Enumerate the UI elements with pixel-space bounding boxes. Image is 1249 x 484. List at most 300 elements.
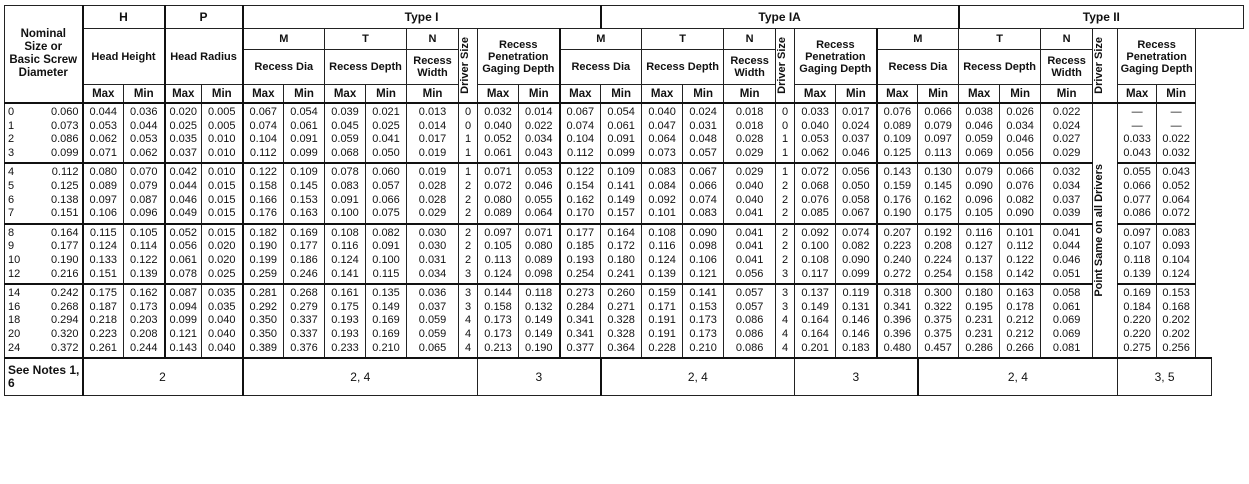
t1a-driver-cell (776, 224, 795, 284)
t1-M-max-values: 0.281 0.292 0.350 0.350 0.389 (249, 287, 278, 354)
nominal-size-header: Nominal Size or Basic Screw Diameter (5, 6, 83, 104)
head-radius-header: Head Radius (165, 29, 243, 85)
t2-M-min-header: Min (918, 85, 959, 104)
t2-N-min-values: 0.032 0.034 0.037 0.039 (1052, 166, 1081, 220)
t1a-pen-max-values: 0.072 0.068 0.076 0.085 (801, 166, 829, 220)
P-min-values: 0.035 0.035 0.040 0.040 0.040 (208, 287, 236, 354)
t2-T-max-cell (959, 163, 1000, 223)
t1a-M-min-values: 0.260 0.271 0.328 0.328 0.364 (607, 287, 635, 354)
type-i-M-header: M (243, 29, 325, 50)
t1a-T-min-cell (683, 103, 724, 163)
t1a-T-min-values: 0.090 0.098 0.106 0.121 (689, 226, 717, 280)
t1-pen-min-values: 0.071 0.080 0.089 0.098 (525, 226, 553, 280)
t1a-N-min-cell (724, 284, 776, 358)
H-max-header: Max (83, 85, 124, 104)
t1-T-max-header: Max (325, 85, 366, 104)
t1a-N-min-values: 0.018 0.018 0.028 0.029 (735, 106, 764, 159)
t1a-M-max-cell (560, 224, 601, 284)
t2-N-min-cell (1041, 224, 1093, 284)
t1a-N-min-values: 0.029 0.040 0.040 0.041 (735, 166, 764, 220)
t1a-M-min-header: Min (601, 85, 642, 104)
H-min-values: 0.162 0.173 0.203 0.208 0.244 (129, 287, 158, 354)
t1-N-min-cell (407, 103, 459, 163)
P-min-values: 0.005 0.005 0.010 0.010 (208, 106, 236, 159)
type-ia-recess-width-header: Recess Width (724, 50, 776, 85)
notes-hp: 2 (83, 358, 243, 396)
P-max-cell (165, 224, 202, 284)
t1a-pen-max-values: 0.033 0.040 0.053 0.062 (801, 106, 829, 159)
t1-M-max-cell (243, 103, 284, 163)
t1-N-min-header: Min (407, 85, 459, 104)
P-min-header: Min (202, 85, 243, 104)
type-ia-header: Type IA (601, 6, 959, 29)
notes-type-ii-mtn: 2, 4 (918, 358, 1118, 396)
t1a-driver-cell (776, 163, 795, 223)
t1a-M-min-cell (601, 224, 642, 284)
t1-pen-max-cell (478, 284, 519, 358)
t1a-M-min-cell (601, 103, 642, 163)
type-ia-T-header: T (642, 29, 724, 50)
t2-N-min-values: 0.058 0.061 0.069 0.069 0.081 (1052, 287, 1081, 354)
type-ii-recess-depth-header: Recess Depth (959, 50, 1041, 85)
t1-pen-min-values: 0.118 0.132 0.149 0.149 0.190 (525, 287, 553, 354)
t2-M-min-values: 0.066 0.079 0.097 0.113 (924, 106, 952, 159)
P-header: P (165, 6, 243, 29)
t1-N-min-values: 0.013 0.014 0.017 0.019 (418, 106, 447, 159)
t1-T-min-cell (366, 103, 407, 163)
t2-N-min-cell (1041, 163, 1093, 223)
t1-M-min-values: 0.169 0.177 0.186 0.246 (290, 226, 318, 280)
t1-M-max-values: 0.182 0.190 0.199 0.259 (249, 226, 278, 280)
t2-pen-max-values: — — 0.033 0.043 (1123, 106, 1151, 159)
t2-pen-min-cell (1157, 284, 1196, 358)
P-min-cell (202, 163, 243, 223)
t1a-M-max-cell (560, 163, 601, 223)
type-i-T-header: T (325, 29, 407, 50)
type-i-recess-pen-header: Recess Penetration Gaging Depth (478, 29, 560, 85)
t1a-N-min-values: 0.057 0.057 0.086 0.086 0.086 (735, 287, 764, 354)
t1a-pen-min-values: 0.074 0.082 0.090 0.099 (842, 226, 870, 280)
t2-M-max-values: 0.143 0.159 0.176 0.190 (883, 166, 912, 220)
P-max-values: 0.042 0.044 0.046 0.049 (169, 166, 198, 220)
t1a-driver-values: 2 2 2 3 (782, 226, 789, 280)
type-ii-recess-pen-header: Recess Penetration Gaging Depth (1118, 29, 1196, 85)
nominal-size-cell (5, 163, 83, 223)
P-min-cell (202, 224, 243, 284)
t1-pen-min-cell (519, 224, 560, 284)
H-min-values: 0.070 0.079 0.087 0.096 (129, 166, 158, 220)
t1a-T-min-values: 0.067 0.066 0.074 0.083 (689, 166, 717, 220)
t1a-driver-cell (776, 103, 795, 163)
t2-M-max-values: 0.207 0.223 0.240 0.272 (883, 226, 912, 280)
t2-M-max-header: Max (877, 85, 918, 104)
t1-pen-max-values: 0.144 0.158 0.173 0.173 0.213 (484, 287, 512, 354)
t1a-driver-cell (776, 284, 795, 358)
point-same-cell (1093, 103, 1118, 358)
nominal-size-cell (5, 284, 83, 358)
P-min-cell (202, 103, 243, 163)
t2-T-max-values: 0.079 0.090 0.096 0.105 (965, 166, 993, 220)
t1a-N-min-cell (724, 163, 776, 223)
table-body (5, 103, 1244, 396)
P-min-values: 0.015 0.020 0.020 0.025 (208, 226, 236, 280)
H-header: H (83, 6, 165, 29)
t2-M-max-cell (877, 284, 918, 358)
t1a-pen-min-cell (836, 163, 877, 223)
t1-M-min-cell (284, 284, 325, 358)
t2-T-min-cell (1000, 284, 1041, 358)
t2-T-max-values: 0.116 0.127 0.137 0.158 (965, 226, 993, 280)
t1a-M-max-header: Max (560, 85, 601, 104)
t2-M-max-values: 0.318 0.341 0.396 0.396 0.480 (883, 287, 912, 354)
H-max-cell (83, 224, 124, 284)
t2-pen-min-cell (1157, 103, 1196, 163)
t1-N-min-values: 0.030 0.030 0.031 0.034 (418, 226, 447, 280)
t2-pen-min-values: 0.083 0.093 0.104 0.124 (1162, 226, 1190, 280)
H-min-cell (124, 103, 165, 163)
t1a-T-max-cell (642, 284, 683, 358)
t2-M-max-values: 0.076 0.089 0.109 0.125 (883, 106, 912, 159)
P-max-values: 0.020 0.025 0.035 0.037 (169, 106, 198, 159)
t1-T-min-values: 0.082 0.091 0.100 0.115 (372, 226, 400, 280)
t1-pen-min-values: 0.053 0.046 0.055 0.064 (525, 166, 553, 220)
t2-pen-min-values: 0.043 0.052 0.064 0.072 (1162, 166, 1190, 220)
t1a-driver-values: 3 3 4 4 4 (782, 287, 789, 354)
t2-pen-max-values: 0.055 0.066 0.077 0.086 (1123, 166, 1151, 220)
P-max-values: 0.087 0.094 0.099 0.121 0.143 (169, 287, 198, 354)
P-max-cell (165, 103, 202, 163)
t1a-pen-min-cell (836, 284, 877, 358)
t1-T-min-cell (366, 224, 407, 284)
t2-T-min-cell (1000, 224, 1041, 284)
t1-T-max-cell (325, 224, 366, 284)
notes-type-i-mtn: 2, 4 (243, 358, 478, 396)
t1a-pen-min-values: 0.119 0.131 0.146 0.146 0.183 (842, 287, 870, 354)
t2-T-min-values: 0.101 0.112 0.122 0.142 (1006, 226, 1034, 280)
t1-M-min-header: Min (284, 85, 325, 104)
H-max-cell (83, 163, 124, 223)
t2-pen-max-header: Max (1118, 85, 1157, 104)
t2-N-min-values: 0.041 0.044 0.046 0.051 (1052, 226, 1081, 280)
basic-diameter-list: 0.164 0.177 0.190 0.216 (50, 226, 79, 280)
t1a-T-min-cell (683, 163, 724, 223)
t1-T-max-cell (325, 103, 366, 163)
t1-driver-cell (459, 284, 478, 358)
t1a-pen-max-cell (795, 103, 836, 163)
t1-T-max-values: 0.039 0.045 0.059 0.068 (331, 106, 359, 159)
t1-M-max-header: Max (243, 85, 284, 104)
t1a-M-max-cell (560, 103, 601, 163)
table-row (5, 163, 1244, 223)
t1-pen-max-cell (478, 103, 519, 163)
type-ii-driver-size-label: Driver Size (1093, 37, 1106, 94)
t2-T-max-header: Max (959, 85, 1000, 104)
t1-pen-max-values: 0.097 0.105 0.113 0.124 (484, 226, 512, 280)
t1-driver-cell (459, 163, 478, 223)
t1-pen-max-cell (478, 163, 519, 223)
type-ia-recess-depth-header: Recess Depth (642, 50, 724, 85)
t2-pen-min-values: — — 0.022 0.032 (1162, 106, 1190, 159)
t2-pen-max-cell (1118, 103, 1157, 163)
t1a-M-max-values: 0.273 0.284 0.341 0.341 0.377 (566, 287, 595, 354)
type-ia-recess-pen-header: Recess Penetration Gaging Depth (795, 29, 877, 85)
table-row (5, 103, 1244, 163)
t2-T-max-cell (959, 284, 1000, 358)
basic-diameter-list: 0.112 0.125 0.138 0.151 (50, 166, 79, 220)
t1-T-max-cell (325, 284, 366, 358)
H-min-values: 0.036 0.044 0.053 0.062 (129, 106, 158, 159)
t1a-T-min-header: Min (683, 85, 724, 104)
t1-T-max-values: 0.108 0.116 0.124 0.141 (331, 226, 359, 280)
t1-driver-values: 1 2 2 2 (464, 166, 472, 220)
t1-driver-values: 3 3 4 4 4 (464, 287, 472, 354)
t1a-M-min-values: 0.054 0.061 0.091 0.099 (607, 106, 635, 159)
type-ia-driver-size-header (776, 29, 795, 104)
t2-M-max-cell (877, 103, 918, 163)
t1-M-min-values: 0.054 0.061 0.091 0.099 (290, 106, 318, 159)
t1-driver-cell (459, 224, 478, 284)
t1a-pen-max-cell (795, 284, 836, 358)
P-max-cell (165, 284, 202, 358)
notes-type-ia-pen: 3 (795, 358, 918, 396)
basic-diameter-list: 0.060 0.073 0.086 0.099 (50, 106, 79, 159)
max-min-header-row (5, 85, 1244, 104)
table-row (5, 224, 1244, 284)
screw-dimension-table-frame (4, 5, 1244, 396)
t1a-T-min-values: 0.024 0.031 0.048 0.057 (689, 106, 717, 159)
t2-M-min-cell (918, 284, 959, 358)
t1-T-min-values: 0.021 0.025 0.041 0.050 (372, 106, 400, 159)
type-i-recess-depth-header: Recess Depth (325, 50, 407, 85)
t1a-pen-max-cell (795, 224, 836, 284)
t1-T-min-header: Min (366, 85, 407, 104)
t1-pen-min-header: Min (519, 85, 560, 104)
t2-pen-max-cell (1118, 163, 1157, 223)
t2-M-min-cell (918, 224, 959, 284)
t1a-pen-max-values: 0.137 0.149 0.164 0.164 0.201 (801, 287, 829, 354)
t1a-pen-min-cell (836, 224, 877, 284)
t1a-M-max-values: 0.122 0.154 0.162 0.170 (566, 166, 595, 220)
t1a-M-max-values: 0.177 0.185 0.193 0.254 (566, 226, 595, 280)
t1a-pen-min-values: 0.017 0.024 0.037 0.046 (842, 106, 870, 159)
P-max-header: Max (165, 85, 202, 104)
t1-pen-min-cell (519, 103, 560, 163)
type-ia-driver-size-label: Driver Size (776, 37, 789, 94)
t1-T-max-values: 0.161 0.175 0.193 0.193 0.233 (331, 287, 359, 354)
t1a-driver-values: 0 0 1 1 (782, 106, 789, 159)
t2-M-min-values: 0.130 0.145 0.162 0.175 (924, 166, 952, 220)
H-max-values: 0.115 0.124 0.133 0.151 (89, 226, 118, 280)
t2-pen-min-header: Min (1157, 85, 1196, 104)
t2-N-min-header: Min (1041, 85, 1093, 104)
P-max-values: 0.052 0.056 0.061 0.078 (169, 226, 198, 280)
t2-M-min-values: 0.192 0.208 0.224 0.254 (924, 226, 952, 280)
t1-M-min-cell (284, 103, 325, 163)
t1a-M-min-values: 0.109 0.141 0.149 0.157 (607, 166, 635, 220)
t1-M-min-cell (284, 224, 325, 284)
t1-N-min-values: 0.036 0.037 0.059 0.059 0.065 (418, 287, 447, 354)
t2-N-min-cell (1041, 284, 1093, 358)
t1-T-min-cell (366, 163, 407, 223)
screw-size-list: 4 5 6 7 (8, 166, 15, 220)
notes-type-i-pen: 3 (478, 358, 601, 396)
type-i-header: Type I (243, 6, 601, 29)
t2-T-max-cell (959, 224, 1000, 284)
type-ii-driver-size-header (1093, 29, 1118, 104)
nominal-size-cell (5, 224, 83, 284)
t1-pen-min-cell (519, 163, 560, 223)
t2-M-max-cell (877, 163, 918, 223)
t2-pen-min-values: 0.153 0.168 0.202 0.202 0.256 (1162, 287, 1190, 354)
H-min-cell (124, 284, 165, 358)
t1-M-max-cell (243, 163, 284, 223)
P-min-cell (202, 284, 243, 358)
table-row (5, 284, 1244, 358)
t1a-T-max-values: 0.040 0.047 0.064 0.073 (648, 106, 676, 159)
t1-N-min-cell (407, 163, 459, 223)
screw-size-list: 14 16 18 20 24 (8, 287, 21, 354)
nominal-size-cell (5, 103, 83, 163)
basic-diameter-list: 0.242 0.268 0.294 0.320 0.372 (50, 287, 79, 354)
t2-pen-max-values: 0.169 0.184 0.220 0.220 0.275 (1123, 287, 1151, 354)
t2-pen-max-values: 0.097 0.107 0.118 0.139 (1123, 226, 1151, 280)
t1a-N-min-header: Min (724, 85, 776, 104)
H-max-values: 0.080 0.089 0.097 0.106 (89, 166, 118, 220)
t2-T-max-values: 0.038 0.046 0.059 0.069 (965, 106, 993, 159)
t1-pen-max-values: 0.071 0.072 0.080 0.089 (484, 166, 512, 220)
H-min-cell (124, 163, 165, 223)
t1-M-min-cell (284, 163, 325, 223)
t1a-M-min-cell (601, 163, 642, 223)
t1-T-min-cell (366, 284, 407, 358)
t1a-T-min-cell (683, 224, 724, 284)
t1a-T-max-values: 0.108 0.116 0.124 0.139 (648, 226, 676, 280)
screw-dimension-table (4, 5, 1244, 396)
t2-T-min-values: 0.026 0.034 0.046 0.056 (1006, 106, 1034, 159)
type-ii-header: Type II (959, 6, 1244, 29)
type-ii-M-header: M (877, 29, 959, 50)
t1a-T-max-values: 0.159 0.171 0.191 0.191 0.228 (648, 287, 676, 354)
screw-size-list: 8 9 10 12 (8, 226, 21, 280)
H-max-values: 0.044 0.053 0.062 0.071 (89, 106, 118, 159)
notes-type-ii-pen: 3, 5 (1118, 358, 1212, 396)
t1a-T-max-cell (642, 224, 683, 284)
t1a-T-min-cell (683, 284, 724, 358)
t1a-driver-values: 1 2 2 2 (782, 166, 789, 220)
t2-T-max-values: 0.180 0.195 0.231 0.231 0.286 (965, 287, 993, 354)
t1a-T-min-values: 0.141 0.153 0.173 0.173 0.210 (689, 287, 717, 354)
t1a-M-max-cell (560, 284, 601, 358)
t2-pen-min-cell (1157, 163, 1196, 223)
t1-T-min-values: 0.060 0.057 0.066 0.075 (372, 166, 400, 220)
type-ii-T-header: T (959, 29, 1041, 50)
type-i-N-header: N (407, 29, 459, 50)
P-min-values: 0.010 0.015 0.015 0.015 (208, 166, 236, 220)
t2-M-min-values: 0.300 0.322 0.375 0.375 0.457 (924, 287, 952, 354)
t2-T-min-values: 0.163 0.178 0.212 0.212 0.266 (1006, 287, 1034, 354)
t1-T-max-cell (325, 163, 366, 223)
type-ia-M-header: M (560, 29, 642, 50)
notes-label: See Notes 1, 6 (5, 358, 83, 396)
t1a-pen-min-values: 0.056 0.050 0.058 0.067 (842, 166, 870, 220)
t1-driver-values: 2 2 2 3 (464, 226, 472, 280)
point-same-label: Point Same on all Drivers (1093, 164, 1106, 297)
t1-N-min-values: 0.019 0.028 0.028 0.029 (418, 166, 447, 220)
t2-T-min-header: Min (1000, 85, 1041, 104)
t2-T-min-values: 0.066 0.076 0.082 0.090 (1006, 166, 1034, 220)
type-i-driver-size-header (459, 29, 478, 104)
t1a-pen-min-cell (836, 103, 877, 163)
t1-N-min-cell (407, 284, 459, 358)
type-ii-N-header: N (1041, 29, 1093, 50)
notes-type-ia-mtn: 2, 4 (601, 358, 795, 396)
notes-row (5, 358, 1244, 396)
t1-driver-cell (459, 103, 478, 163)
t1-N-min-cell (407, 224, 459, 284)
type-ii-recess-dia-header: Recess Dia (877, 50, 959, 85)
H-min-header: Min (124, 85, 165, 104)
type-ii-recess-width-header: Recess Width (1041, 50, 1093, 85)
t1-T-max-values: 0.078 0.083 0.091 0.100 (331, 166, 359, 220)
t1a-T-max-cell (642, 103, 683, 163)
t1a-T-max-header: Max (642, 85, 683, 104)
t1-pen-max-header: Max (478, 85, 519, 104)
t1-M-min-values: 0.268 0.279 0.337 0.337 0.376 (290, 287, 318, 354)
type-i-recess-width-header: Recess Width (407, 50, 459, 85)
t2-T-max-cell (959, 103, 1000, 163)
t2-N-min-cell (1041, 103, 1093, 163)
t1a-N-min-cell (724, 224, 776, 284)
t1a-M-min-cell (601, 284, 642, 358)
P-max-cell (165, 163, 202, 223)
screw-size-list: 0 1 2 3 (8, 106, 15, 159)
t1a-pen-max-cell (795, 163, 836, 223)
t1-M-min-values: 0.109 0.145 0.153 0.163 (290, 166, 318, 220)
t2-M-min-cell (918, 163, 959, 223)
t2-pen-max-cell (1118, 224, 1157, 284)
t1-M-max-cell (243, 284, 284, 358)
t1a-T-max-values: 0.083 0.084 0.092 0.101 (648, 166, 676, 220)
t1-pen-min-values: 0.014 0.022 0.034 0.043 (525, 106, 553, 159)
t1-T-min-values: 0.135 0.149 0.169 0.169 0.210 (372, 287, 400, 354)
t1-M-max-cell (243, 224, 284, 284)
t1-M-max-values: 0.067 0.074 0.104 0.112 (249, 106, 278, 159)
H-min-cell (124, 224, 165, 284)
t1a-T-max-cell (642, 163, 683, 223)
H-max-cell (83, 284, 124, 358)
t1-M-max-values: 0.122 0.158 0.166 0.176 (249, 166, 278, 220)
type-i-driver-size-label: Driver Size (459, 37, 472, 94)
t1a-N-min-cell (724, 103, 776, 163)
type-ia-N-header: N (724, 29, 776, 50)
H-max-values: 0.175 0.187 0.218 0.223 0.261 (89, 287, 118, 354)
type-ia-recess-dia-header: Recess Dia (560, 50, 642, 85)
t1a-M-max-values: 0.067 0.074 0.104 0.112 (566, 106, 595, 159)
H-min-values: 0.105 0.114 0.122 0.139 (129, 226, 158, 280)
head-height-header: Head Height (83, 29, 165, 85)
type-i-recess-dia-header: Recess Dia (243, 50, 325, 85)
t1a-M-min-values: 0.164 0.172 0.180 0.241 (607, 226, 635, 280)
t2-T-min-cell (1000, 103, 1041, 163)
t1a-pen-max-values: 0.092 0.100 0.108 0.117 (801, 226, 829, 280)
t2-T-min-cell (1000, 163, 1041, 223)
t2-M-max-cell (877, 224, 918, 284)
t1-pen-max-cell (478, 224, 519, 284)
t2-N-min-values: 0.022 0.024 0.027 0.029 (1052, 106, 1081, 159)
t1a-N-min-values: 0.041 0.041 0.041 0.056 (735, 226, 764, 280)
H-max-cell (83, 103, 124, 163)
t1a-pen-min-header: Min (836, 85, 877, 104)
